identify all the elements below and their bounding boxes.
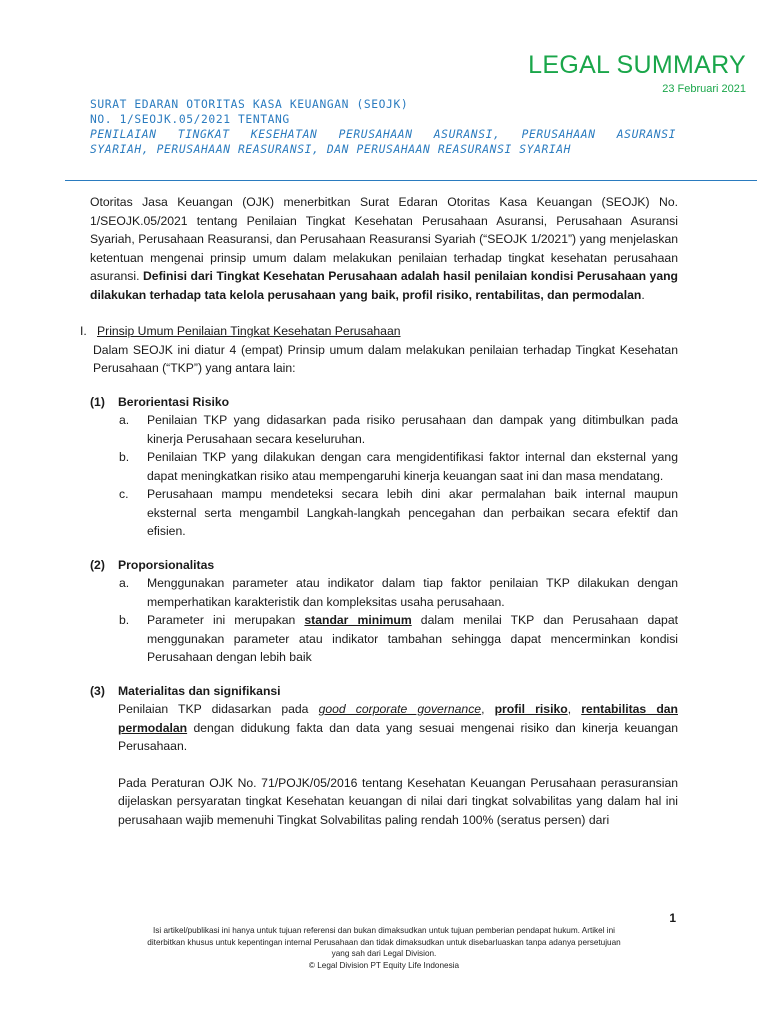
intro-paragraph — [90, 193, 678, 304]
list-marker: b. — [119, 450, 130, 464]
document-body — [80, 190, 679, 829]
principle-2-title: Proporsionalitas — [118, 557, 215, 572]
principle-2-heading — [90, 556, 678, 575]
footer-disclaimer — [80, 925, 688, 971]
footer-copyright: © Legal Division PT Equity Life Indonesia — [308, 960, 460, 970]
list-text-pre: Parameter ini merupakan — [147, 613, 305, 627]
intro-definition: Definisi dari Tingkat Kesehatan Perusahaan adalah hasil penilaian kondisi Perusahaan yang dilakukan terhadap tata kelola perusahaan yang baik, profil risiko, rentabilitas, dan permodalan — [90, 269, 679, 302]
list-item — [90, 448, 678, 485]
principle-1-title: Berorientasi Risiko — [118, 394, 230, 409]
list-marker: a. — [119, 413, 130, 427]
banner-date: 23 Februari 2021 — [662, 83, 746, 95]
principle-3-paragraph — [118, 700, 678, 756]
p3-comma: , — [481, 702, 495, 716]
intro-end: . — [641, 287, 645, 302]
page-number: 1 — [669, 911, 676, 925]
list-text — [147, 611, 678, 667]
principle-1-heading — [90, 393, 678, 412]
principle-1-list — [90, 411, 678, 541]
section-1-heading — [80, 322, 678, 341]
principle-2-number: (2) — [90, 557, 105, 572]
profil-risiko-term: profil risiko — [494, 702, 568, 716]
list-marker: b. — [119, 613, 130, 627]
p3-pre: Penilaian TKP didasarkan pada — [118, 702, 319, 716]
section-1-number: I. — [80, 324, 87, 338]
principle-3-heading — [90, 682, 678, 701]
principle-1-number: (1) — [90, 394, 105, 409]
heading-line-2: NO. 1/SEOJK.05/2021 TENTANG — [90, 113, 290, 126]
section-1-body: Dalam SEOJK ini diatur 4 (empat) Prinsip umum dalam melakukan penilaian terhadap Tingkat Kesehatan Perusahaan (“TKP”) yang antara lain: — [93, 342, 678, 375]
good-corporate-governance-term: good corporate governance — [318, 702, 482, 716]
list-marker: a. — [119, 576, 130, 590]
heading-line-1: SURAT EDARAN OTORITAS KASA KEUANGAN (SEOJK) — [90, 98, 409, 111]
intro-text: Otoritas Jasa Keuangan (OJK) menerbitkan Surat Edaran Otoritas Kasa Keuangan (SEOJK) No. 1/SEOJK.05/2021 tentang Penilaian Tingkat Kesehatan Perusahaan Asuransi, Perusahaan Asuransi Syariah, Perusahaan Reasuransi, dan Perusahaan Reasuransi Syariah (“SEOJK 1/2021”) yang menjelaskan ketentuan mengenai prinsip umum dalam melakukan penilaian terhadap tingkat kesehatan perusahaan asuransi. — [90, 195, 678, 283]
document-heading — [90, 97, 676, 157]
list-item — [90, 574, 678, 611]
footer-line-1: Isi artikel/publikasi ini hanya untuk tujuan referensi dan bukan dimaksudkan untuk tujuan pemberian pendapat hukum. Artikel ini — [153, 926, 615, 935]
list-item — [90, 611, 678, 667]
banner — [528, 50, 746, 95]
rentabilitas-permodalan-term: rentabilitas dan permodalan — [118, 702, 678, 735]
principle-2-list — [90, 574, 678, 667]
list-text-post: dalam menilai TKP dan Perusahaan dapat menggunakan parameter atau indikator tambahan sehingga dapat mencerminkan kondisi Perusahaan dengan lebih baik — [147, 613, 678, 664]
list-text: Menggunakan parameter atau indikator dalam tiap faktor penilaian TKP dilakukan dengan memperhatikan karakteristik dan kompleksitas usaha perusahaan. — [147, 576, 678, 609]
heading-divider — [65, 180, 757, 181]
heading-line-3: PENILAIAN TINGKAT KESEHATAN PERUSAHAAN ASURANSI, PERUSAHAAN ASURANSI — [90, 128, 676, 141]
p3-post: dengan didukung fakta dan data yang sesuai mengenai risiko dan kinerja keuangan Perusahaan. — [118, 720, 678, 753]
p3-comma-2: , — [567, 702, 582, 716]
list-item — [90, 485, 678, 541]
list-marker: c. — [119, 487, 129, 501]
list-text: Penilaian TKP yang didasarkan pada risiko perusahaan dan dampak yang ditimbulkan pada kinerja Perusahaan secara keseluruhan. — [147, 413, 678, 446]
banner-title: LEGAL SUMMARY — [528, 51, 746, 79]
standar-minimum-emphasis: standar minimum — [304, 613, 412, 627]
heading-line-4: SYARIAH, PERUSAHAAN REASURANSI, DAN PERUSAHAAN REASURANSI SYARIAH — [90, 143, 572, 156]
list-text: Perusahaan mampu mendeteksi secara lebih dini akar permalahan baik internal maupun eksternal serta mengambil Langkah-langkah pencegahan dan perbaikan secara efektif dan efisien. — [147, 487, 678, 538]
list-item — [90, 411, 678, 448]
principle-3-number: (3) — [90, 683, 105, 698]
principle-3-paragraph-2: Pada Peraturan OJK No. 71/POJK/05/2016 tentang Kesehatan Keuangan Perusahaan perasuransian dijelaskan persyaratan tingkat Kesehatan keuangan di nilai dari tingkat solvabilitas yang dalam hal ini perusahaan wajib memenuhi Tingkat Solvabilitas paling rendah 100% (seratus persen) dari — [118, 775, 678, 827]
footer-line-2: diterbitkan khusus untuk kepentingan internal Perusahaan dan tidak dimaksudkan untuk disebarluaskan tanpa adanya persetujuan — [147, 937, 621, 947]
section-1-title: Prinsip Umum Penilaian Tingkat Kesehatan Perusahaan — [97, 324, 401, 338]
principle-3-title: Materialitas dan signifikansi — [118, 683, 281, 698]
list-text: Penilaian TKP yang dilakukan dengan cara mengidentifikasi faktor internal dan eksternal yang dapat meningkatkan risiko atau mempengaruhi kinerja keuangan saat ini dan masa mendatang. — [147, 450, 678, 483]
footer-line-3: yang sah dari Legal Division. — [331, 949, 437, 958]
